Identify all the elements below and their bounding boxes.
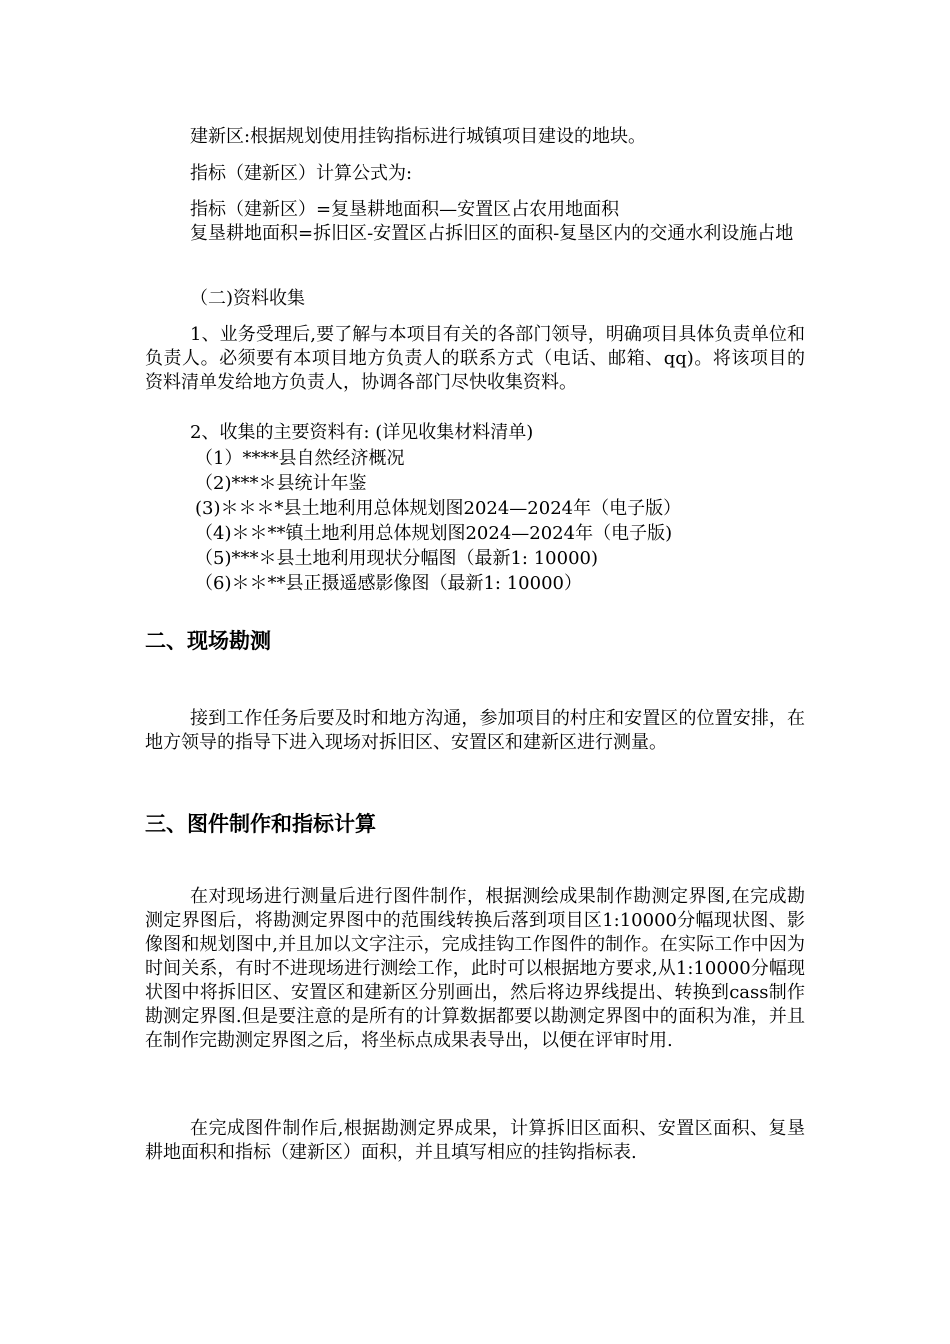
section-heading-map-production: 三、图件制作和指标计算 [145,812,376,836]
formula-line-1: 指标（建新区）=复垦耕地面积—安置区占农用地面积 [190,199,620,220]
formula-title: 指标（建新区）计算公式为: [190,163,413,184]
formula-line-2: 复垦耕地面积=拆旧区-安置区占拆旧区的面积-复垦区内的交通水利设施占地 [190,223,794,244]
section-heading-field-survey: 二、现场勘测 [145,629,271,653]
materials-list-item: （5)***＊县土地利用现状分幅图（最新1: 10000) [195,548,598,569]
new-area-definition: 建新区:根据规划使用挂钩指标进行城镇项目建设的地块。 [190,126,647,147]
paragraph-area-calculation: 在完成图件制作后,根据勘测定界成果，计算拆旧区面积、安置区面积、复垦耕地面积和指标（建新区）面积，并且填写相应的挂钩指标表. [145,1118,805,1163]
materials-list-item: (3)＊＊＊*县土地利用总体规划图2024—2024年（电子版） [195,498,682,519]
paragraph-main-materials: 2、收集的主要资料有: (详见收集材料清单) [190,422,534,443]
paragraph-business-acceptance: 1、业务受理后,要了解与本项目有关的各部门领导，明确项目具体负责单位和负责人。必须要有本项目地方负责人的联系方式（电话、邮箱、qq)。将该项目的资料清单发给地方负责人，协调各部门尽快收集资料。 [145,324,805,393]
subsection-heading-data-collection: （二)资料收集 [190,288,306,309]
paragraph-field-survey: 接到工作任务后要及时和地方沟通，参加项目的村庄和安置区的位置安排，在地方领导的指导下进入现场对拆旧区、安置区和建新区进行测量。 [145,708,805,753]
paragraph-map-production: 在对现场进行测量后进行图件制作，根据测绘成果制作勘测定界图,在完成勘测定界图后，将勘测定界图中的范围线转换后落到项目区1:10000分幅现状图、影像图和规划图中,并且加以文字注示，完成挂钩工作图件的制作。在实际工作中因为时间关系，有时不进现场进行测绘工作，此时可以根据地方要求,从1:10000分幅现状图中将拆旧区、安置区和建新区分别画出，然后将边界线提出、转换到cass制作勘测定界图.但是要注意的是所有的计算数据都要以勘测定界图中的面积为准，并且在制作完勘测定界图之后，将坐标点成果表导出，以便在评审时用. [145,886,805,1051]
materials-list-item: （4)＊＊**镇土地利用总体规划图2024—2024年（电子版) [195,523,673,544]
materials-list-item: （2)***＊县统计年鉴 [195,473,367,494]
materials-list-item: （6)＊＊**县正摄遥感影像图（最新1: 10000） [195,573,582,594]
materials-list-item: （1）****县自然经济概况 [195,448,405,469]
